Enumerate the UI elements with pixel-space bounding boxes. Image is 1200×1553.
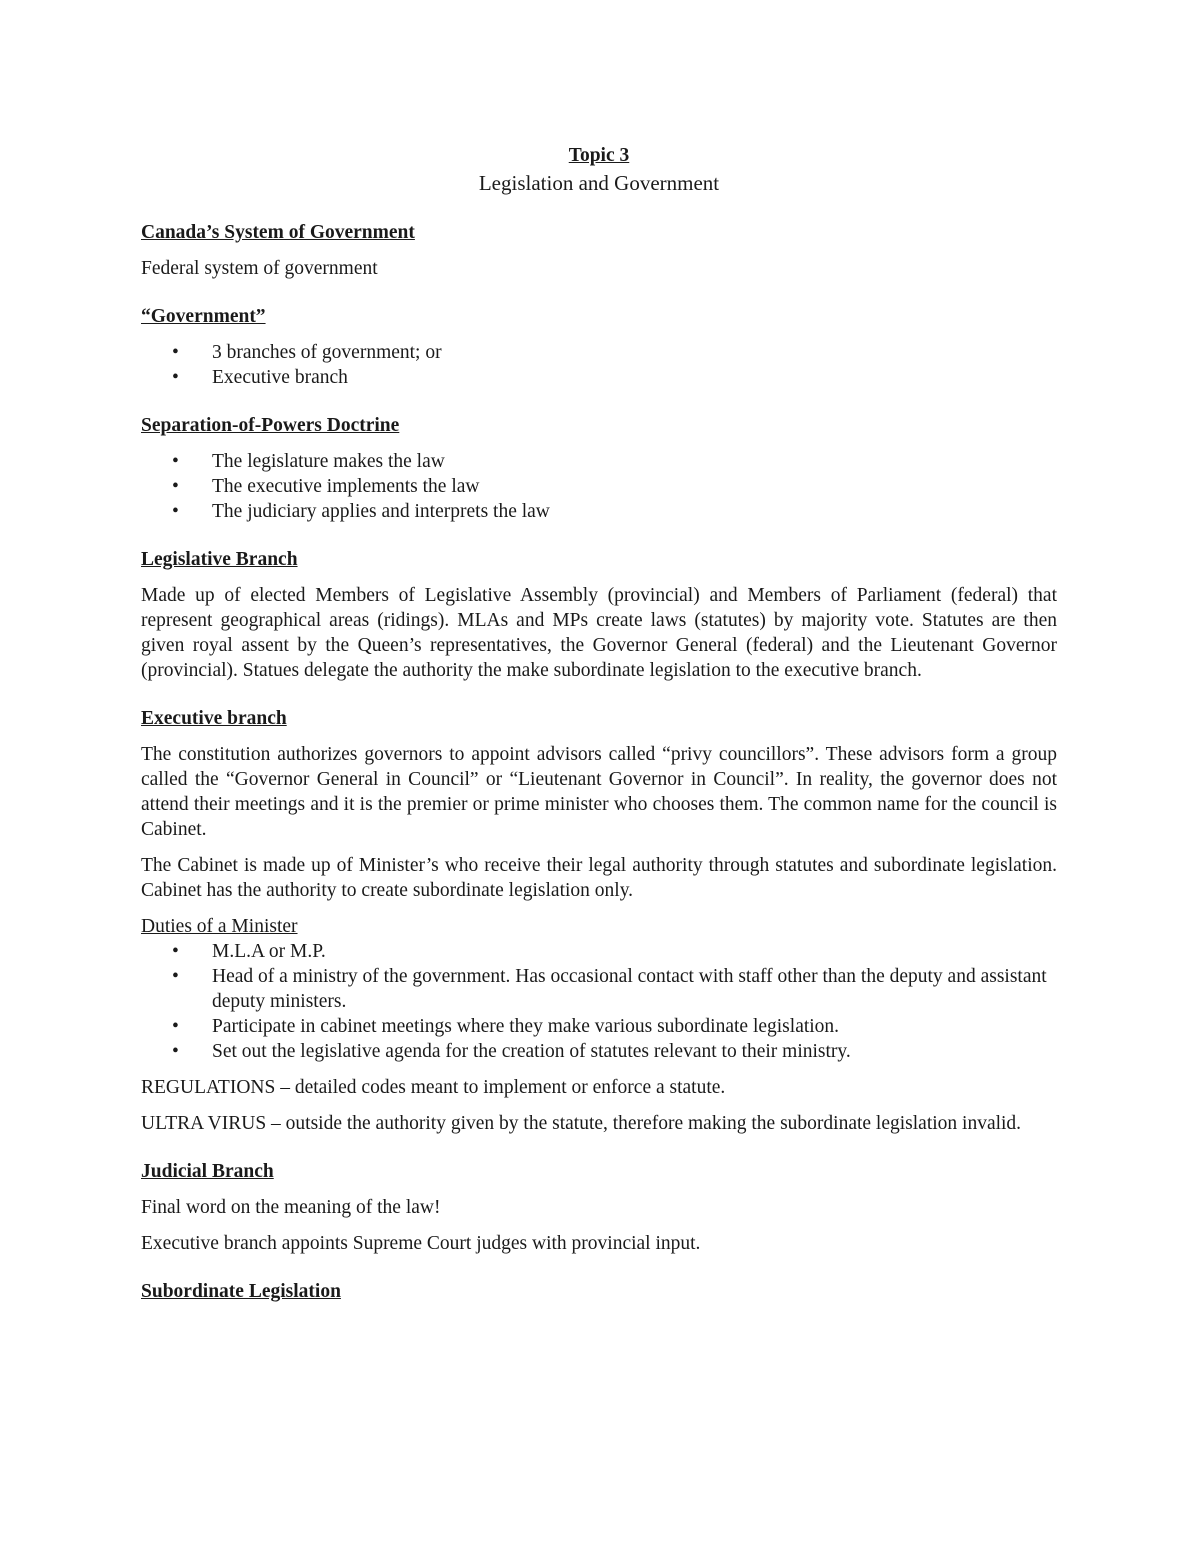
ultra-virus-definition: ULTRA VIRUS – outside the authority given by the statute, therefore making the subordinate legislation invalid. <box>141 1113 1022 1134</box>
heading-separation-of-powers: Separation-of-Powers Doctrine <box>141 415 400 436</box>
heading-legislative-branch: Legislative Branch <box>141 549 298 570</box>
bullet-icon: • <box>172 941 179 962</box>
executive-paragraph-2: The Cabinet is made up of Minister’s who receive their legal authority through statutes and subordinate legislation. Cabinet has the authority to create subordinate legislation only. <box>141 855 1057 901</box>
document-page <box>141 143 1057 1304</box>
bullet-icon: • <box>172 367 179 388</box>
bullet-icon: • <box>172 501 179 522</box>
list-item: • The judiciary applies and interprets the law <box>172 501 550 522</box>
list-item: • Participate in cabinet meetings where they make various subordinate legislation. <box>172 1016 840 1037</box>
duties-heading: Duties of a Minister <box>141 916 298 937</box>
judicial-paragraph-1: Final word on the meaning of the law! <box>141 1197 441 1218</box>
list-item: • Head of a ministry of the government. Has occasional contact with staff other than the deputy and assistant deputy ministers. <box>172 966 1047 1012</box>
bullet-icon: • <box>172 342 179 363</box>
separation-list <box>141 449 1057 524</box>
document-title: Topic 3 <box>568 145 630 166</box>
list-item: • M.L.A or M.P. <box>172 941 326 962</box>
bullet-icon: • <box>172 966 179 987</box>
list-item: • 3 branches of government; or <box>172 342 442 363</box>
judicial-paragraph-2: Executive branch appoints Supreme Court judges with provincial input. <box>141 1233 701 1254</box>
heading-government: “Government” <box>141 306 266 327</box>
list-item: • The executive implements the law <box>172 476 480 497</box>
duties-list <box>141 939 1057 1064</box>
heading-canada-system: Canada’s System of Government <box>141 222 415 243</box>
bullet-icon: • <box>172 476 179 497</box>
heading-subordinate-legislation: Subordinate Legislation <box>141 1281 341 1302</box>
list-item: • Set out the legislative agenda for the creation of statutes relevant to their ministry. <box>172 1041 851 1062</box>
government-list <box>141 340 1057 390</box>
document-subtitle: Legislation and Government <box>478 171 720 195</box>
bullet-icon: • <box>172 451 179 472</box>
bullet-icon: • <box>172 1016 179 1037</box>
heading-judicial-branch: Judicial Branch <box>141 1161 274 1182</box>
list-item: • Executive branch <box>172 367 348 388</box>
legislative-paragraph: Made up of elected Members of Legislative Assembly (provincial) and Members of Parliament (federal) that represent geographical areas (ridings). MLAs and MPs create laws (statutes) by majority vote. Statutes are then given royal assent by the Queen’s representatives, the Governor General (federal) and the Lieutenant Governor (provincial). Statues delegate the authority the make subordinate legislation to the executive branch. <box>141 585 1057 681</box>
regulations-definition: REGULATIONS – detailed codes meant to implement or enforce a statute. <box>141 1077 726 1098</box>
bullet-icon: • <box>172 1041 179 1062</box>
list-item: • The legislature makes the law <box>172 451 445 472</box>
heading-executive-branch: Executive branch <box>141 708 287 729</box>
canada-system-text: Federal system of government <box>141 258 378 279</box>
executive-paragraph-1: The constitution authorizes governors to appoint advisors called “privy councillors”. These advisors form a group called the “Governor General in Council” or “Lieutenant Governor in Council”. In reality, the governor does not attend their meetings and it is the premier or prime minister who chooses them. The common name for the council is Cabinet. <box>141 744 1057 840</box>
